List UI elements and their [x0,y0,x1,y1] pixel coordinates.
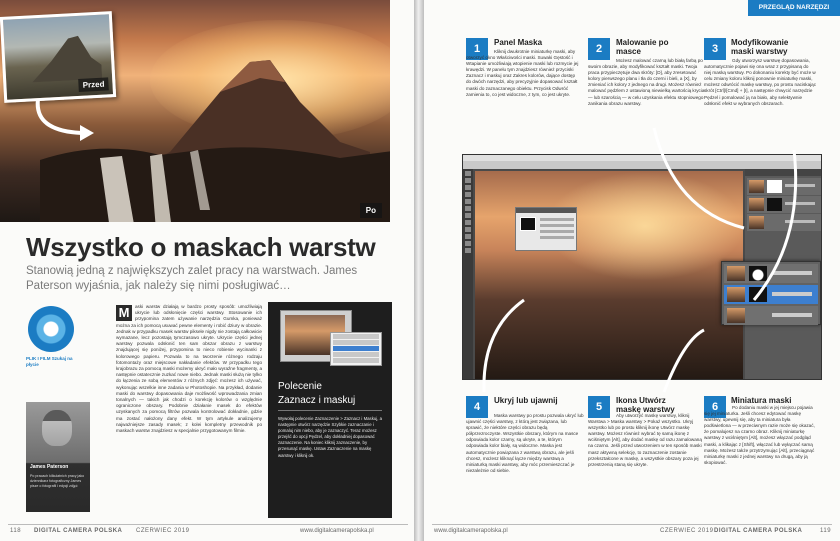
step-1-text: Kliknij dwukrotnie miniaturkę maski, aby otworzyć okno Właściwości maski. Suwaki Gęstość i Wtapianie umożliwiają wtopienie maski lub rozmycie jej krawędzi. W panelu tym znajdziesz również przyciski Zaznacz i maskuj oraz Zakres kolorów, dające dostęp do dwóch narzędzi, aby precyzyjnie dopasować kształt maski do zaznaczanego obiektu. Przycisk Odwróć zamienia to, co jest widoczne, z tym, co jest ukryte. [466,49,579,97]
step-1-number: 1 [466,38,488,60]
step-3-number: 3 [704,38,726,60]
footer-url: www.digitalcamerapolska.pl [434,528,508,534]
step-2-text: Możesz malować czarną lub białą farbą po swoim obrazie, aby modyfikować kształt maski. Twoja praca przypieczętuje dwa skróty: [D], aby zresetować kolory pierwszego planu i tła do czerni i bieli, a [X], by zmieniać ich kolory z jednego na drugi. Możesz również malować pędzlem z ustawioną niewielką wartością krycia — lub szarością — w celu uzyskania efektu stopniowego zanikania obrazu warstwy. [588,58,705,106]
footer-magazine: DIGITAL CAMERA POLSKA [714,528,803,534]
step-1-title: Panel Maska [494,38,543,47]
sidebar-box [268,302,392,518]
step-2-number: 2 [588,38,610,60]
step-6-text: Po dodaniu maski w jej miejscu pojawia się jej miniaturka. Jeśli chcesz edytować maskę warstwy, upewnij się, aby ta miniatura była podświetlona — w przeciwnym razie może się okazać, że pomalujesz na czarno obraz. Kliknij miniaturkę warstwy z wciśniętym [Alt], możesz włączać podgląd maski, a klikając z [Shift], włączać lub wyłączać samą maskę. Możesz także przytrzymując [Alt], przeciągnąć miniaturkę maski z jednej warstwy na drugą, aby ją skopiować. [704,405,815,465]
drop-cap: M [116,305,132,321]
body-column-1 [116,304,262,434]
label-after: Po [360,203,382,218]
disc-icon [28,306,74,352]
step-5-text: Aby utworzyć maskę warstwy, kliknij Warstwa > Maska warstwy > Pokaż wszystko. Ukryj wszystko lub po prostu kliknij ikonę Utwórz maskę warstwy. Możesz również wybrać tę samą ikonę z wciśniętym [Alt], aby dodać maskę od razu zamalowaną na czarno. Jeśli przed utworzeniem w ten sposób maski masz aktywną selekcję, to zaznaczenie zostanie przekształcone w maskę, a wszystkie obszary poza jej przestrzenią staną się ukryte. [588,413,702,467]
spine-gutter [414,0,424,541]
body-text-1: aski warstw działają w bardzo prosty sposób: umożliwiają ukrycie lub odsłonięcie części warstwy. Stosowanie ich przypomina zatem używanie narzędzia Gumka, ponieważ można za ich pomocą usuwać pewne elementy i robić dziury w obrazie. Jednak w przypadku masek warstw piksele nigdy nie zostają całkowicie wymazane, lecz pozostają tymczasowo ukryte. Ukrycie części jednej warstwy pozwala odsłonić ten sam obszar obrazu z warstwy znajdującej się poniżej, przypomina to nieco robienie wycinanki z kolorowego papieru. Pozwala to na tworzenie różnego rodzaju fotomontaży oraz miejscowe nakładanie efektów. W przypadku tego krajobrazu za pomocą maski możemy ukryć mało wyraźne fragmenty, a następnie ostatecznie zuzkać nowe niebo. Jednak maski służą nie tylko do łączenia ze sobą elementów z różnych zdjęć: możesz ich używać, wykonując wszelkie inne zadania w Photoshopie. Na przykład, dodanie maski do warstwy dopasowania daje możliwość wprowadzania zmian tonalnych — takich jak chodzi o korekcję kolorów o względnie ograniczone obszary. [116,304,262,409]
step-6-number: 6 [704,396,726,418]
step-3-title: Modyfikowanie maski warstwy [731,38,789,56]
step-2-title: Malowanie po masce [616,38,669,56]
curved-arrow-icon [30,95,110,145]
right-page [424,0,840,541]
before-photo [0,11,116,103]
box-title: Polecenie Zaznacz i maskuj [278,381,356,406]
footer-page-number: 118 [10,528,22,534]
footer-page-number: 119 [820,528,832,534]
footer-rule [432,524,832,525]
step-5-title: Ikona Utwórz maskę warstwy [616,396,675,414]
step-5-number: 5 [588,396,610,418]
article-lead: Stanowią jedną z największych zalet pracy na warstwach. James Paterson wyjaśnia, jak należy się nimi posługiwać… [26,265,358,292]
footer-date: CZERWIEC 2019 [660,528,714,534]
step-4-number: 4 [466,396,488,418]
author-name: James Paterson [30,464,69,470]
label-before: Przed [78,77,108,92]
step-4-text: Maska warstwy po prostu pozwala ukryć lub ujawnić części warstwy, z którą jest związana, lub sprawić, że niektóre części obrazu będą półprzezroczyste. Wszystkie obszary, którym na masce odpowiada kolor czarny, są ukryte, a te, którym odpowiada kolor biały, są widoczne. Maska jest automatycznie powiązana z warstwą obrazu, ale jeśli chcesz, możesz kliknąć łącze między warstwą a miniaturką maski warstwy, aby móc przemieszczać je niezależnie od siebie. [466,413,584,473]
disc-caption: PLIK I FILM Szukaj na płycie [26,356,73,367]
box-divider [278,410,382,411]
article-title: Wszystko o maskach warstw [26,232,376,262]
step-6-title: Miniatura maski [731,396,792,405]
mountain-thumb [30,29,103,83]
left-page [0,0,414,541]
step-3-text: Gdy utworzysz warstwę dopasowania, automatycznie pojawi się ona wraz z przypisaną do niej maską warstwy. Po dokonaniu korekty być może w celu zmiany koloru kliknij ponownie miniaturkę maski, możesz odwrócić maskę warstwy, po prostu naciskając skrót [Ctrl]/[Cmd] + [I], a następnie chwycić narzędzie Pędzel i pomalować ją na biało, aby selektywnie odsłonić efekt w wybranych obszarach. [704,58,816,106]
step-4-title: Ukryj lub ujawnij [494,396,558,405]
box-text: Wywołaj polecenie Zaznaczenie > Zaznacz i Maskuj, a następnie otwórz narzędzie Szybkie zaznaczanie i pomaluj nim niebo, aby je zaznaczyć. Teraz możesz przejść do opcji Pędzel, aby dokładniej dopasować zaznaczenie. Na koniec kliknij zaznaczenie, by przesunąć maskę. Ustaw Zaznaczenie na maskę warstwy i kliknij ok. [278,416,382,458]
footer-magazine: DIGITAL CAMERA POLSKA [34,528,123,534]
footer-date: CZERWIEC 2019 [136,528,190,534]
body-text-2: Podobnie działanie masek do efektów uzyskanych za pomocą filtrów pozwala kontrolować dokładnie, gdzie ma zostać nałożony dany efekt. W tym artykule analizujemy najważniejsze zasady masek; z kolei kompletny przewodnik po maskach warstw znajdziesz w specjalnie przygotowanym filmie. [116,403,263,434]
footer-url: www.digitalcamerapolska.pl [300,528,374,534]
author-bio: Po pracach kilkulatnich pracy jako dziennikarz fotograficzny James pisze o fotografii i edycji zdjęć [30,474,85,488]
box-menu-screenshot [330,332,382,366]
author-photo [26,402,90,512]
section-tag: PRZEGLĄD NARZĘDZI [748,0,840,16]
footer-rule [8,524,408,525]
author-face [42,410,72,446]
